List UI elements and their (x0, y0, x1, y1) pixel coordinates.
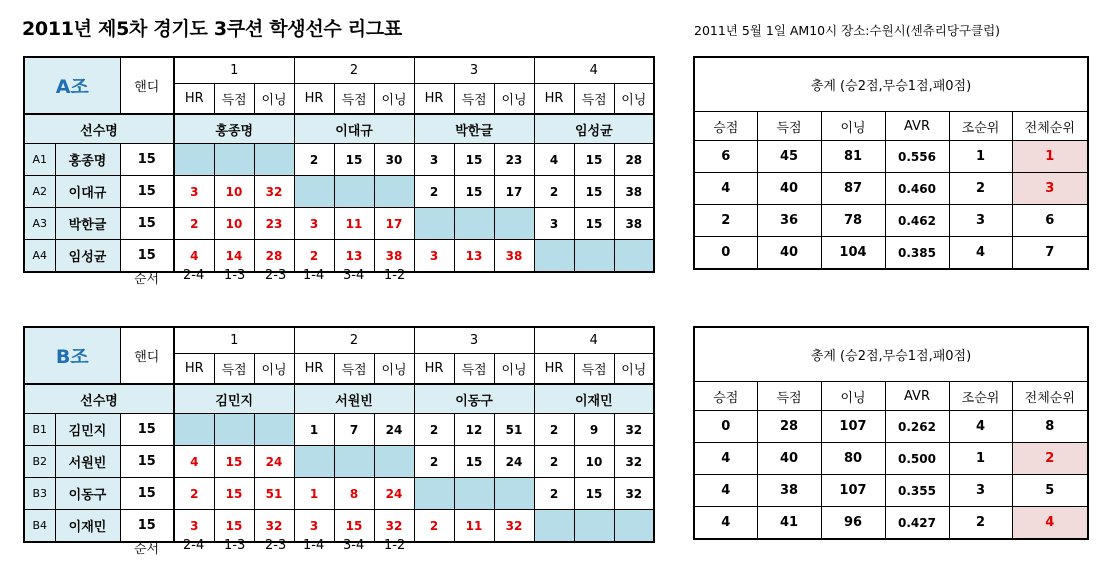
summary-column-header: AVR (885, 112, 949, 141)
group-rank: 1 (949, 443, 1012, 475)
summary-title: 총계 (승2점,무승1점,패0점) (694, 327, 1088, 382)
inning-value: 24 (374, 414, 414, 446)
inning-value: 17 (494, 176, 534, 208)
round-number: 1 (174, 57, 294, 84)
score-value: 8 (334, 478, 374, 510)
hr-header: HR (174, 84, 214, 115)
inning-header: 이닝 (494, 354, 534, 385)
points-value: 0 (694, 237, 757, 270)
score-value: 13 (454, 240, 494, 273)
self-match-cell (334, 446, 374, 478)
score-header: 득점 (454, 354, 494, 385)
self-match-cell (494, 208, 534, 240)
score-value: 11 (454, 510, 494, 543)
inning-value: 24 (494, 446, 534, 478)
inning-header: 이닝 (494, 84, 534, 115)
order-item: 3-4 (343, 538, 365, 553)
hr-value: 2 (414, 414, 454, 446)
player-handicap: 15 (120, 240, 174, 273)
hr-value: 3 (534, 208, 574, 240)
points-value: 6 (694, 141, 757, 173)
group-rank: 2 (949, 173, 1012, 205)
opponent-name: 이재민 (534, 384, 654, 414)
points-value: 4 (694, 443, 757, 475)
self-match-cell (454, 208, 494, 240)
order-item: 1-2 (384, 268, 406, 283)
hr-value: 2 (414, 176, 454, 208)
order-item: 1-4 (303, 268, 325, 283)
inning-total: 80 (821, 443, 885, 475)
player-code: A1 (24, 144, 55, 176)
score-value: 15 (334, 144, 374, 176)
hr-value: 2 (294, 240, 334, 273)
round-number: 3 (414, 57, 534, 84)
summary-column-header: 조순위 (949, 382, 1012, 411)
score-total: 28 (757, 411, 821, 443)
player-name: 서원빈 (55, 446, 120, 478)
player-handicap: 15 (120, 510, 174, 543)
self-match-cell (334, 176, 374, 208)
self-match-cell (454, 478, 494, 510)
player-code: A4 (24, 240, 55, 273)
score-header: 득점 (334, 84, 374, 115)
round-number: 4 (534, 327, 654, 354)
order-item: 2-4 (183, 538, 205, 553)
score-value: 7 (334, 414, 374, 446)
score-total: 38 (757, 475, 821, 507)
avr-value: 0.556 (885, 141, 949, 173)
points-value: 0 (694, 411, 757, 443)
hr-header: HR (174, 354, 214, 385)
inning-header: 이닝 (614, 354, 654, 385)
score-value: 15 (574, 176, 614, 208)
summary-column-header: 이닝 (821, 112, 885, 141)
hr-value: 3 (294, 510, 334, 543)
summary-table-b (693, 326, 1089, 540)
player-row (24, 446, 654, 478)
score-total: 40 (757, 443, 821, 475)
player-column-header: 선수명 (24, 384, 174, 414)
self-match-cell (414, 478, 454, 510)
player-code: B1 (24, 414, 55, 446)
score-value: 15 (574, 478, 614, 510)
self-match-cell (174, 144, 214, 176)
overall-rank: 7 (1012, 237, 1088, 270)
score-value: 15 (214, 478, 254, 510)
self-match-cell (174, 414, 214, 446)
self-match-cell (414, 208, 454, 240)
round-number: 2 (294, 57, 414, 84)
group-rank: 1 (949, 141, 1012, 173)
inning-total: 107 (821, 475, 885, 507)
inning-value: 38 (494, 240, 534, 273)
score-total: 40 (757, 173, 821, 205)
hr-value: 3 (174, 176, 214, 208)
hr-header: HR (294, 354, 334, 385)
opponent-name: 이동구 (414, 384, 534, 414)
summary-row (694, 141, 1088, 173)
avr-value: 0.355 (885, 475, 949, 507)
opponent-name: 임성균 (534, 114, 654, 144)
inning-total: 81 (821, 141, 885, 173)
inning-value: 32 (614, 478, 654, 510)
inning-header: 이닝 (254, 84, 294, 115)
self-match-cell (374, 176, 414, 208)
player-handicap: 15 (120, 176, 174, 208)
inning-value: 32 (494, 510, 534, 543)
handicap-header: 핸디 (120, 327, 174, 384)
inning-header: 이닝 (254, 354, 294, 385)
match-order (0, 538, 660, 556)
score-header: 득점 (574, 84, 614, 115)
summary-column-header: 승점 (694, 382, 757, 411)
summary-row (694, 237, 1088, 270)
player-name: 김민지 (55, 414, 120, 446)
summary-title: 총계 (승2점,무승1점,패0점) (694, 57, 1088, 112)
player-name: 이대규 (55, 176, 120, 208)
score-value: 15 (574, 144, 614, 176)
score-header: 득점 (334, 354, 374, 385)
inning-header: 이닝 (614, 84, 654, 115)
inning-value: 32 (254, 176, 294, 208)
hr-header: HR (294, 84, 334, 115)
player-handicap: 15 (120, 446, 174, 478)
opponent-name: 이대규 (294, 114, 414, 144)
opponent-name: 서원빈 (294, 384, 414, 414)
summary-column-header: 득점 (757, 382, 821, 411)
player-handicap: 15 (120, 208, 174, 240)
summary-column-header: 전체순위 (1012, 382, 1088, 411)
player-row (24, 208, 654, 240)
hr-header: HR (534, 354, 574, 385)
inning-value: 51 (494, 414, 534, 446)
score-total: 40 (757, 237, 821, 270)
player-code: B3 (24, 478, 55, 510)
self-match-cell (494, 478, 534, 510)
score-header: 득점 (574, 354, 614, 385)
player-name: 이재민 (55, 510, 120, 543)
hr-header: HR (534, 84, 574, 115)
group-rank: 4 (949, 411, 1012, 443)
score-total: 45 (757, 141, 821, 173)
points-value: 2 (694, 205, 757, 237)
hr-value: 3 (414, 240, 454, 273)
score-value: 9 (574, 414, 614, 446)
player-row (24, 176, 654, 208)
league-table-a (23, 56, 655, 273)
inning-value: 38 (614, 208, 654, 240)
avr-value: 0.500 (885, 443, 949, 475)
round-number: 3 (414, 327, 534, 354)
inning-value: 24 (254, 446, 294, 478)
player-handicap: 15 (120, 144, 174, 176)
order-label: 순서 (134, 542, 160, 557)
player-name: 임성균 (55, 240, 120, 273)
order-item: 1-2 (384, 538, 406, 553)
league-table-b (23, 326, 655, 543)
inning-total: 87 (821, 173, 885, 205)
score-value: 10 (574, 446, 614, 478)
player-row (24, 414, 654, 446)
inning-value: 38 (374, 240, 414, 273)
overall-rank: 5 (1012, 475, 1088, 507)
hr-header: HR (414, 84, 454, 115)
score-value: 11 (334, 208, 374, 240)
summary-column-header: 조순위 (949, 112, 1012, 141)
hr-value: 2 (534, 478, 574, 510)
opponent-name: 홍종명 (174, 114, 294, 144)
score-value: 10 (214, 208, 254, 240)
group-rank: 2 (949, 507, 1012, 540)
opponent-name: 박한글 (414, 114, 534, 144)
score-value: 10 (214, 176, 254, 208)
player-code: A3 (24, 208, 55, 240)
inning-total: 104 (821, 237, 885, 270)
order-label: 순서 (134, 272, 160, 287)
player-name: 홍종명 (55, 144, 120, 176)
points-value: 4 (694, 173, 757, 205)
inning-value: 51 (254, 478, 294, 510)
score-value: 15 (454, 144, 494, 176)
hr-value: 2 (534, 446, 574, 478)
inning-value: 24 (374, 478, 414, 510)
self-match-cell (214, 414, 254, 446)
summary-row (694, 411, 1088, 443)
hr-value: 2 (534, 414, 574, 446)
event-info: 2011년 5월 1일 AM10시 장소:수원시(센츄리당구클럽) (694, 23, 1001, 38)
overall-rank: 1 (1012, 141, 1088, 173)
hr-value: 4 (534, 144, 574, 176)
score-header: 득점 (214, 84, 254, 115)
self-match-cell (214, 144, 254, 176)
inning-value: 23 (494, 144, 534, 176)
inning-value: 28 (254, 240, 294, 273)
order-item: 1-3 (224, 268, 246, 283)
player-column-header: 선수명 (24, 114, 174, 144)
inning-value: 32 (254, 510, 294, 543)
hr-header: HR (414, 354, 454, 385)
group-rank: 4 (949, 237, 1012, 270)
self-match-cell (374, 446, 414, 478)
hr-value: 3 (414, 144, 454, 176)
group-rank: 3 (949, 205, 1012, 237)
order-item: 3-4 (343, 268, 365, 283)
summary-row (694, 507, 1088, 540)
hr-value: 4 (174, 446, 214, 478)
score-header: 득점 (454, 84, 494, 115)
inning-value: 30 (374, 144, 414, 176)
inning-header: 이닝 (374, 84, 414, 115)
group-rank: 3 (949, 475, 1012, 507)
overall-rank: 4 (1012, 507, 1088, 540)
player-handicap: 15 (120, 414, 174, 446)
summary-column-header: 득점 (757, 112, 821, 141)
score-value: 15 (214, 446, 254, 478)
inning-value: 38 (614, 176, 654, 208)
order-item: 2-3 (265, 268, 287, 283)
summary-column-header: 전체순위 (1012, 112, 1088, 141)
inning-header: 이닝 (374, 354, 414, 385)
handicap-header: 핸디 (120, 57, 174, 114)
page-title: 2011년 제5차 경기도 3쿠션 학생선수 리그표 (22, 18, 402, 40)
player-row (24, 478, 654, 510)
points-value: 4 (694, 475, 757, 507)
player-code: B2 (24, 446, 55, 478)
score-header: 득점 (214, 354, 254, 385)
inning-total: 107 (821, 411, 885, 443)
score-value: 15 (454, 176, 494, 208)
player-code: B4 (24, 510, 55, 543)
score-total: 41 (757, 507, 821, 540)
inning-total: 78 (821, 205, 885, 237)
summary-column-header: 이닝 (821, 382, 885, 411)
order-item: 1-3 (224, 538, 246, 553)
overall-rank: 8 (1012, 411, 1088, 443)
avr-value: 0.462 (885, 205, 949, 237)
group-name: A조 (24, 57, 120, 114)
player-name: 이동구 (55, 478, 120, 510)
inning-value: 32 (374, 510, 414, 543)
overall-rank: 3 (1012, 173, 1088, 205)
summary-column-header: 승점 (694, 112, 757, 141)
hr-value: 2 (174, 208, 214, 240)
self-match-cell (294, 446, 334, 478)
hr-value: 2 (174, 478, 214, 510)
overall-rank: 6 (1012, 205, 1088, 237)
inning-value: 32 (614, 446, 654, 478)
player-name: 박한글 (55, 208, 120, 240)
self-match-cell (254, 414, 294, 446)
round-number: 4 (534, 57, 654, 84)
score-total: 36 (757, 205, 821, 237)
score-value: 14 (214, 240, 254, 273)
round-number: 2 (294, 327, 414, 354)
summary-row (694, 443, 1088, 475)
avr-value: 0.460 (885, 173, 949, 205)
inning-total: 96 (821, 507, 885, 540)
group-name: B조 (24, 327, 120, 384)
hr-value: 3 (294, 208, 334, 240)
self-match-cell (254, 144, 294, 176)
hr-value: 2 (414, 446, 454, 478)
summary-column-header: AVR (885, 382, 949, 411)
summary-table-a (693, 56, 1089, 270)
inning-value: 32 (614, 414, 654, 446)
score-value: 15 (454, 446, 494, 478)
score-value: 13 (334, 240, 374, 273)
order-item: 1-4 (303, 538, 325, 553)
match-order (0, 268, 660, 286)
player-row (24, 144, 654, 176)
inning-value: 28 (614, 144, 654, 176)
hr-value: 2 (294, 144, 334, 176)
hr-value: 2 (534, 176, 574, 208)
inning-value: 23 (254, 208, 294, 240)
order-item: 2-3 (265, 538, 287, 553)
player-code: A2 (24, 176, 55, 208)
score-value: 15 (334, 510, 374, 543)
hr-value: 1 (294, 414, 334, 446)
player-handicap: 15 (120, 478, 174, 510)
score-value: 15 (574, 208, 614, 240)
hr-value: 1 (294, 478, 334, 510)
order-item: 2-4 (183, 268, 205, 283)
hr-value: 4 (174, 240, 214, 273)
round-number: 1 (174, 327, 294, 354)
opponent-name: 김민지 (174, 384, 294, 414)
overall-rank: 2 (1012, 443, 1088, 475)
inning-value: 17 (374, 208, 414, 240)
avr-value: 0.262 (885, 411, 949, 443)
score-value: 12 (454, 414, 494, 446)
avr-value: 0.385 (885, 237, 949, 270)
summary-row (694, 205, 1088, 237)
summary-row (694, 475, 1088, 507)
hr-value: 2 (414, 510, 454, 543)
score-value: 15 (214, 510, 254, 543)
points-value: 4 (694, 507, 757, 540)
summary-row (694, 173, 1088, 205)
self-match-cell (294, 176, 334, 208)
avr-value: 0.427 (885, 507, 949, 540)
hr-value: 3 (174, 510, 214, 543)
